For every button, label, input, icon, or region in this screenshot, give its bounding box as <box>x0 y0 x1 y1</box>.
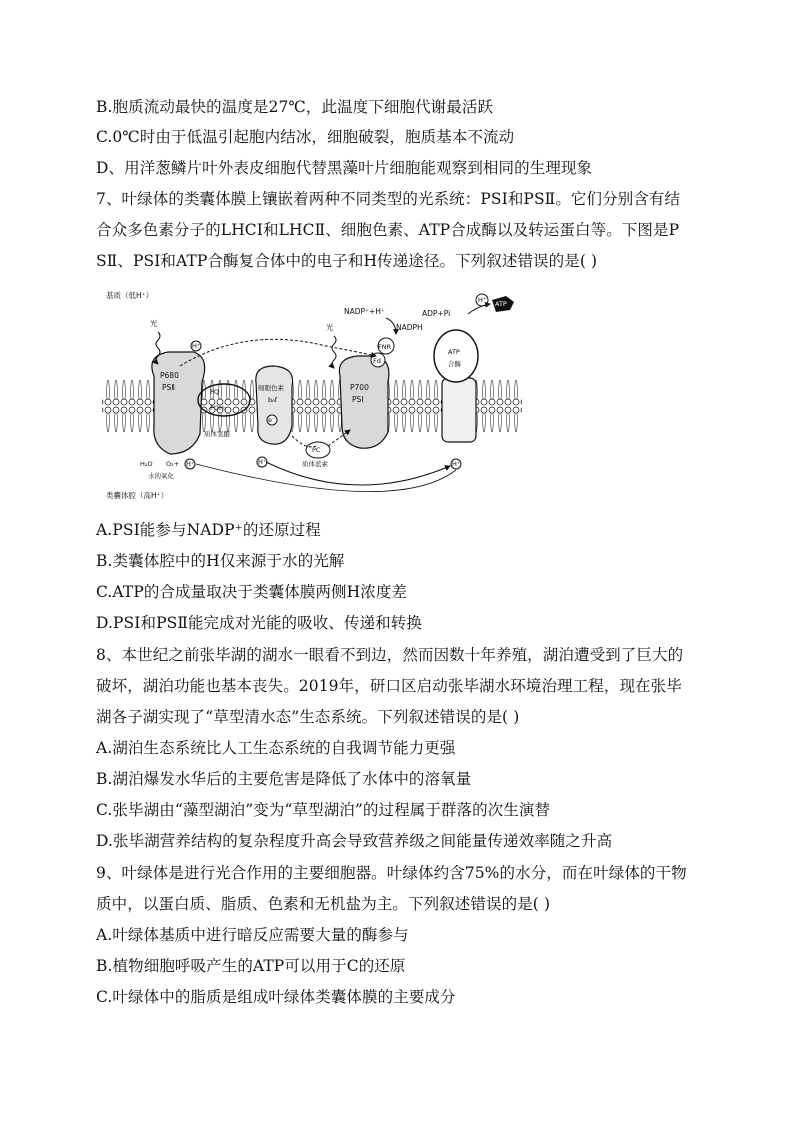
b6f-label: b₆f <box>268 396 278 404</box>
q7-stem-line-2: 合众多色素分子的LHCⅠ和LHCⅡ、细胞色素、ATP合成酶以及转运蛋白等。下图是P <box>96 221 680 239</box>
h-ion-top-1: H⁺ <box>192 342 201 350</box>
proton-path-bottom <box>266 462 450 485</box>
pc-label: PC <box>312 446 321 454</box>
oxygen-label: O₂+ <box>166 460 180 468</box>
psii-complex <box>152 352 205 454</box>
q7-option-a: A.PSⅠ能参与NADP⁺的还原过程 <box>96 521 321 539</box>
q8-option-b: B.湖泊爆发水华后的主要危害是降低了水体中的溶氧量 <box>96 770 472 788</box>
quinone-label: 质体氢醌 <box>204 430 230 438</box>
q9-option-c: C.叶绿体中的脂质是组成叶绿体类囊体膜的主要成分 <box>96 988 456 1006</box>
cytochrome-label: 细胞色素 <box>258 384 284 392</box>
q6-option-c: C.0℃时由于低温引起胞内结冰，细胞破裂，胞质基本不流动 <box>96 128 515 146</box>
q6-option-d: D、用洋葱鳞片叶外表皮细胞代替黑藻叶片细胞能观察到相同的生理现象 <box>96 159 593 177</box>
h-ion-bottom-0: H⁺ <box>186 460 195 468</box>
psi-label-psi: PSⅠ <box>352 395 364 404</box>
fnr-label: FNR <box>378 343 392 351</box>
water-label: H₂O <box>140 460 153 468</box>
q7-option-c: C.ATP的合成量取决于类囊体膜两侧H浓度差 <box>96 583 408 601</box>
q7-stem-line-3: SⅡ、PSⅠ和ATP合酶复合体中的电子和H传递途径。下列叙述错误的是( ) <box>96 252 598 270</box>
q8-option-d: D.张毕湖营养结构的复杂程度升高会导致营养级之间能量传递效率随之升高 <box>96 832 613 850</box>
q8-option-a: A.湖泊生态系统比人工生态系统的自我调节能力更强 <box>96 739 456 757</box>
h-ion-bottom-2: H⁺ <box>452 460 461 468</box>
atp-synthase-stalk <box>442 378 476 442</box>
q7-option-d: D.PSⅠ和PSⅡ能完成对光能的吸收、传递和转换 <box>96 614 422 632</box>
psii-label-psii: PSⅡ <box>162 383 175 392</box>
psii-label-p680: P680 <box>160 371 179 380</box>
light-arrow-2 <box>332 336 336 368</box>
stroma-label: 基质（低H⁺） <box>106 291 154 300</box>
h-ion-top-2: H⁺ <box>478 296 487 304</box>
h-ion-bottom-1: H⁺ <box>258 458 267 466</box>
plastocyanin-label: 质体蓝素 <box>302 460 328 468</box>
atp-synthase-label-2: 合酶 <box>448 360 461 368</box>
q9-stem-line-1: 9、叶绿体是进行光合作用的主要细胞器。叶绿体约含75%的水分，而在叶绿体的干物 <box>96 864 687 882</box>
q6-option-b: B.胞质流动最快的温度是27℃，此温度下细胞代谢最活跃 <box>96 98 494 116</box>
lumen-label: 类囊体腔（高H⁺） <box>106 491 169 500</box>
q7-option-b: B.类囊体腔中的H仅来源于水的光解 <box>96 552 345 570</box>
atp-synthase-label-1: ATP <box>448 348 460 356</box>
atp-synthase-head <box>434 330 478 382</box>
psi-complex <box>339 356 389 448</box>
q7-stem-line-1: 7、叶绿体的类囊体膜上镶嵌着两种不同类型的光系统：PSⅠ和PSⅡ。它们分别含有结 <box>96 190 681 208</box>
q9-option-b: B.植物细胞呼吸产生的ATP可以用于C的还原 <box>96 957 406 975</box>
light-label-2: 光 <box>326 323 334 332</box>
water-oxidation-label: 水的氧化 <box>148 472 174 480</box>
nadph-label: NADPH <box>396 323 423 332</box>
q9-stem-line-2: 质中，以蛋白质、脂质、色素和无机盐为主。下列叙述错误的是( ) <box>96 895 551 913</box>
q8-stem-line-3: 湖各子湖实现了“草型清水态”生态系统。下列叙述错误的是( ) <box>96 708 520 726</box>
adp-label: ADP+Pi <box>422 309 451 318</box>
psi-label-p700: P700 <box>350 383 369 392</box>
atp-label: ATP <box>495 300 507 308</box>
light-label-1: 光 <box>150 319 158 328</box>
nadp-label: NADP⁺+H⁺ <box>344 307 385 316</box>
pqh2-label: PQH₂ <box>210 404 227 412</box>
cytochrome-b6f <box>256 366 293 444</box>
q9-option-a: A.叶绿体基质中进行暗反应需要大量的酶参与 <box>96 926 409 944</box>
electron-label-1: e⁻ <box>268 416 276 424</box>
q8-stem-line-1: 8、本世纪之前张毕湖的湖水一眼看不到边，然而因数十年养殖，湖泊遭受到了巨大的 <box>96 646 684 664</box>
fd-label: Fd <box>373 357 381 365</box>
q8-stem-line-2: 破坏，湖泊功能也基本丧失。2019年，研口区启动张毕湖水环境治理工程，现在张毕 <box>96 677 682 695</box>
pq-label: PQ <box>210 388 220 396</box>
thylakoid-diagram <box>96 286 528 508</box>
q8-option-c: C.张毕湖由“藻型湖泊”变为“草型湖泊”的过程属于群落的次生演替 <box>96 801 551 819</box>
